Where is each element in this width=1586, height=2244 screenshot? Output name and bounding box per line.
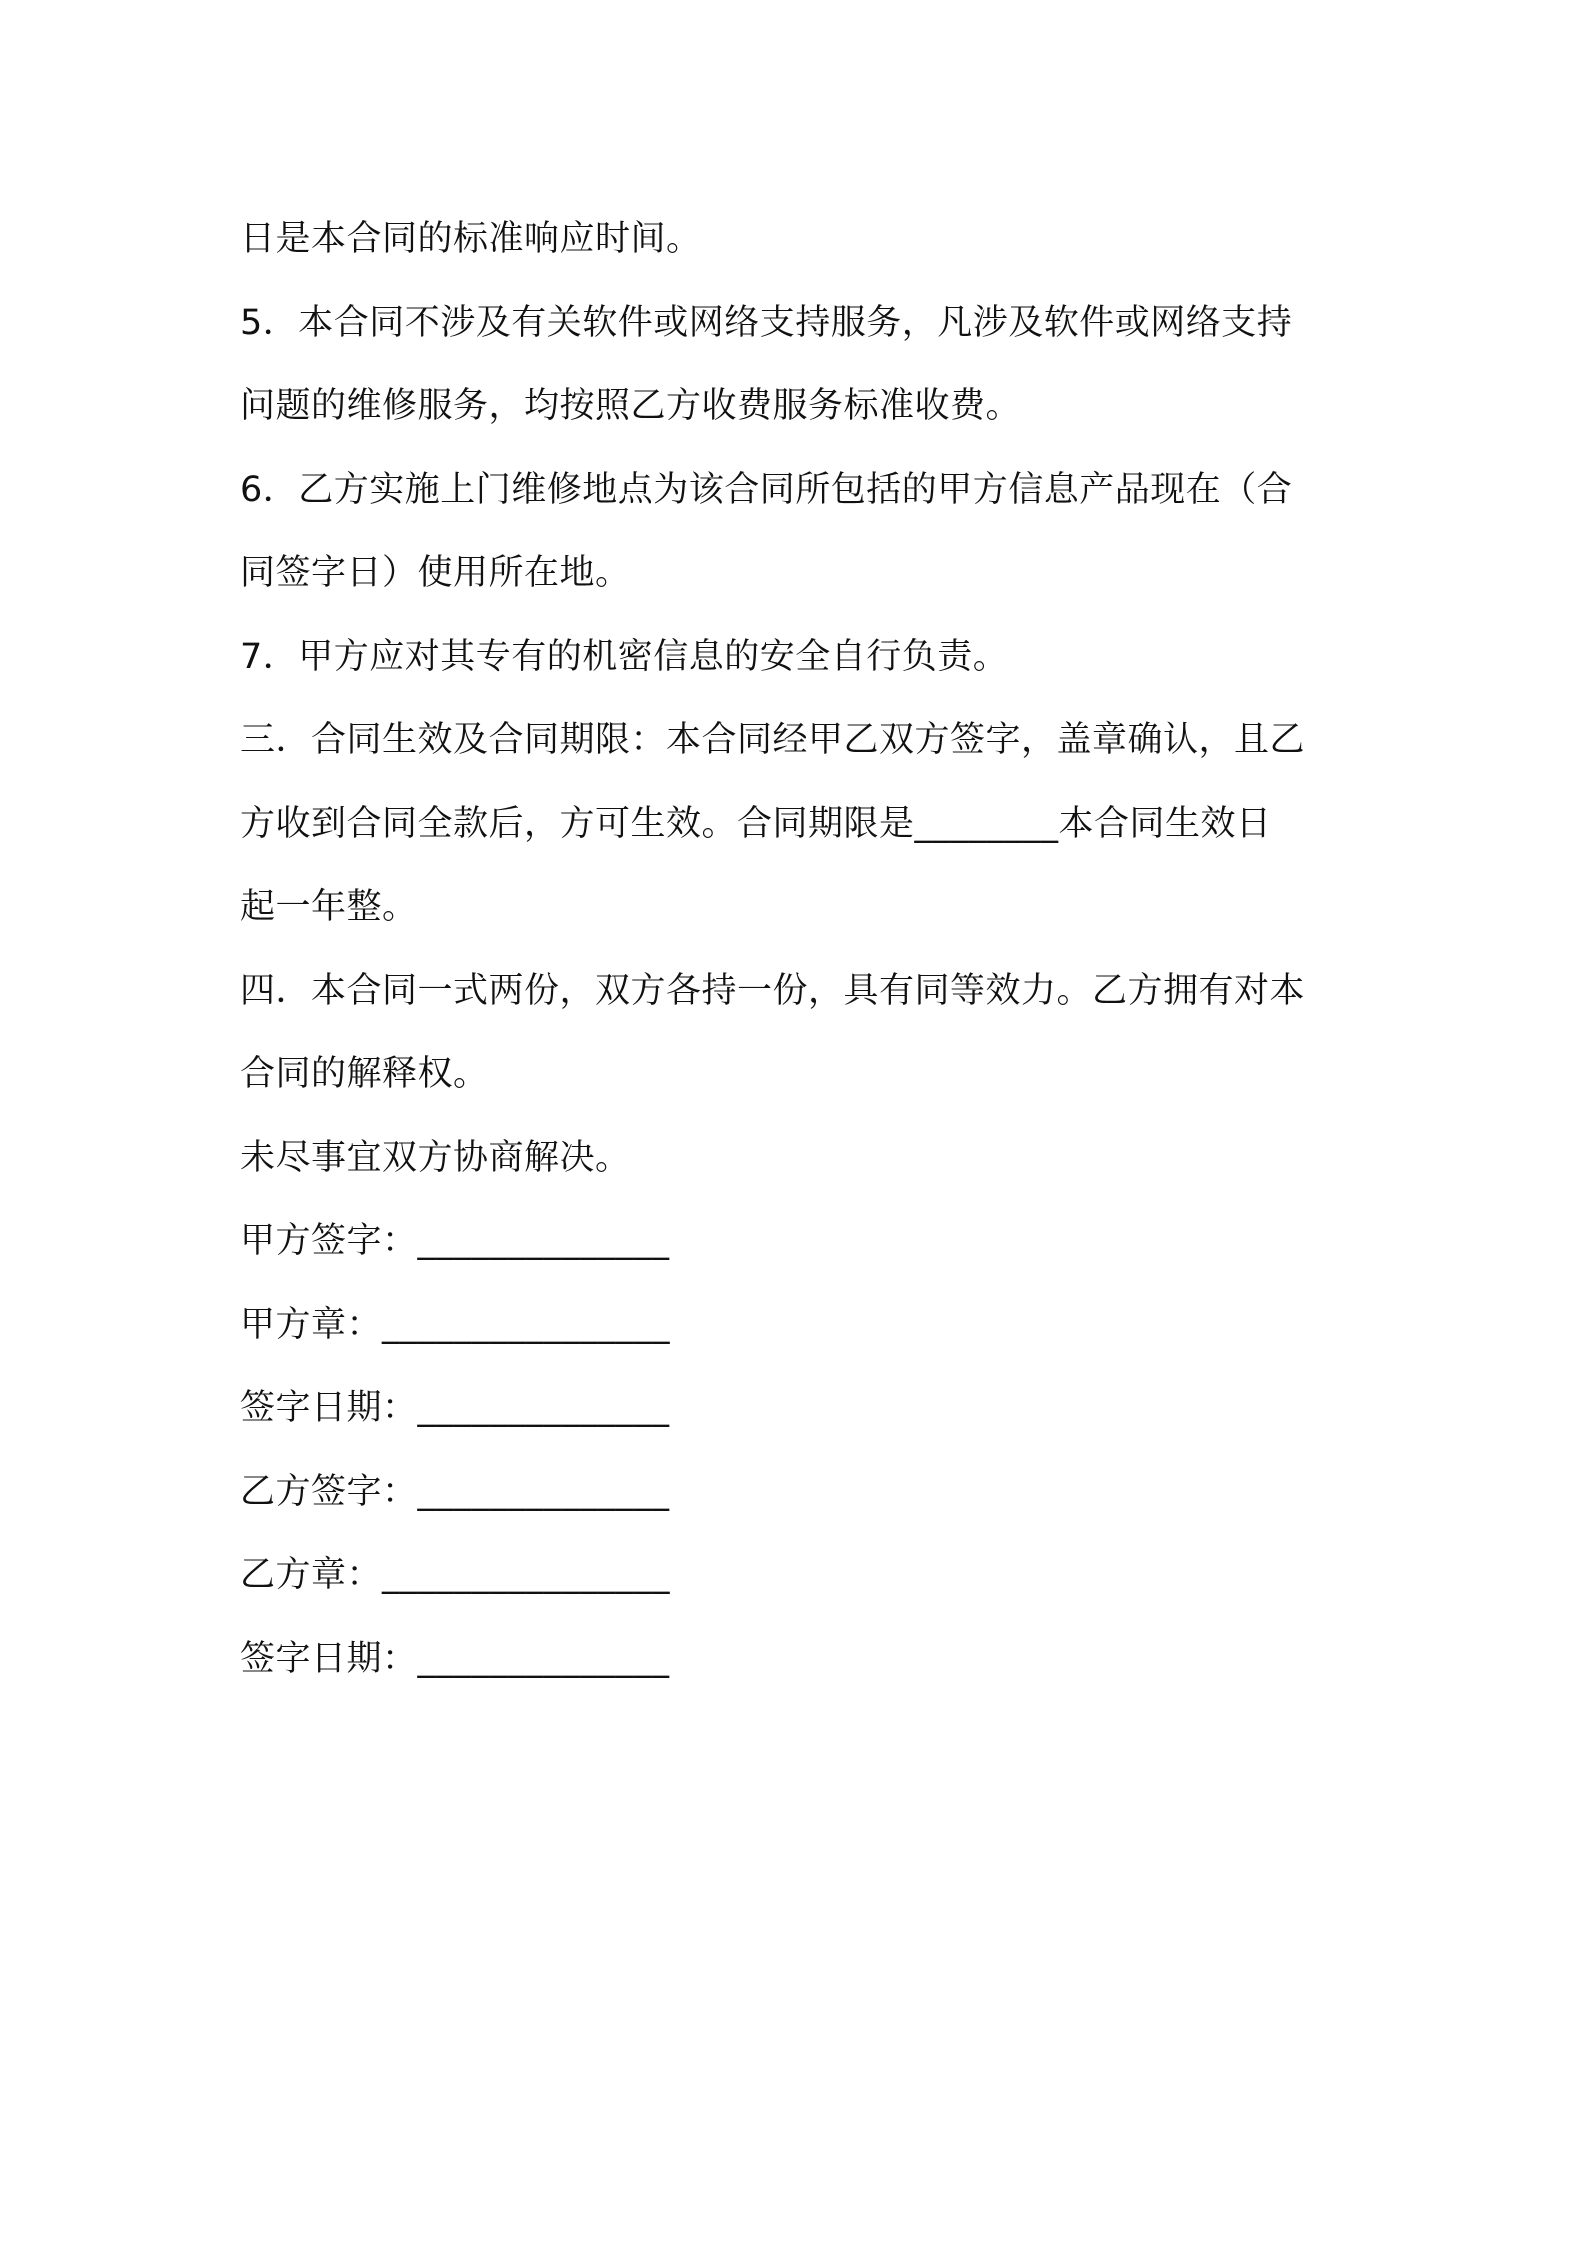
section-3-line-3: 起一年整。	[240, 887, 418, 927]
section-3-line-2: 方收到合同全款后，方可生效。合同期限是________本合同生效日	[240, 803, 1272, 844]
party-a-signature-field: 甲方签字：______________	[240, 1221, 670, 1261]
party-b-seal-field: 乙方章：________________	[240, 1555, 671, 1595]
party-a-sign-date-field: 签字日期：______________	[240, 1388, 670, 1428]
party-a-seal-field: 甲方章：________________	[240, 1304, 671, 1345]
party-b-sign-date-field: 签字日期：______________	[240, 1638, 670, 1679]
document-body	[240, 198, 1360, 1701]
clause-5-line-1: 5．本合同不涉及有关软件或网络支持服务，凡涉及软件或网络支持	[240, 302, 1293, 343]
section-4-line-1: 四．本合同一式两份，双方各持一份，具有同等效力。乙方拥有对本	[240, 970, 1306, 1011]
text-line: 日是本合同的标准响应时间。	[240, 219, 702, 259]
clause-6-line-1: 6．乙方实施上门维修地点为该合同所包括的甲方信息产品现在（合	[240, 469, 1293, 510]
section-3-line-1: 三．合同生效及合同期限：本合同经甲乙双方签字，盖章确认，且乙	[240, 720, 1306, 760]
clause-7: 7．甲方应对其专有的机密信息的安全自行负责。	[240, 636, 1009, 677]
closing-statement: 未尽事宜双方协商解决。	[240, 1137, 631, 1178]
party-b-signature-field: 乙方签字：______________	[240, 1471, 670, 1512]
clause-6-line-2: 同签字日）使用所在地。	[240, 553, 631, 593]
section-4-line-2: 合同的解释权。	[240, 1054, 489, 1094]
clause-5-line-2: 问题的维修服务，均按照乙方收费服务标准收费。	[240, 386, 1022, 426]
